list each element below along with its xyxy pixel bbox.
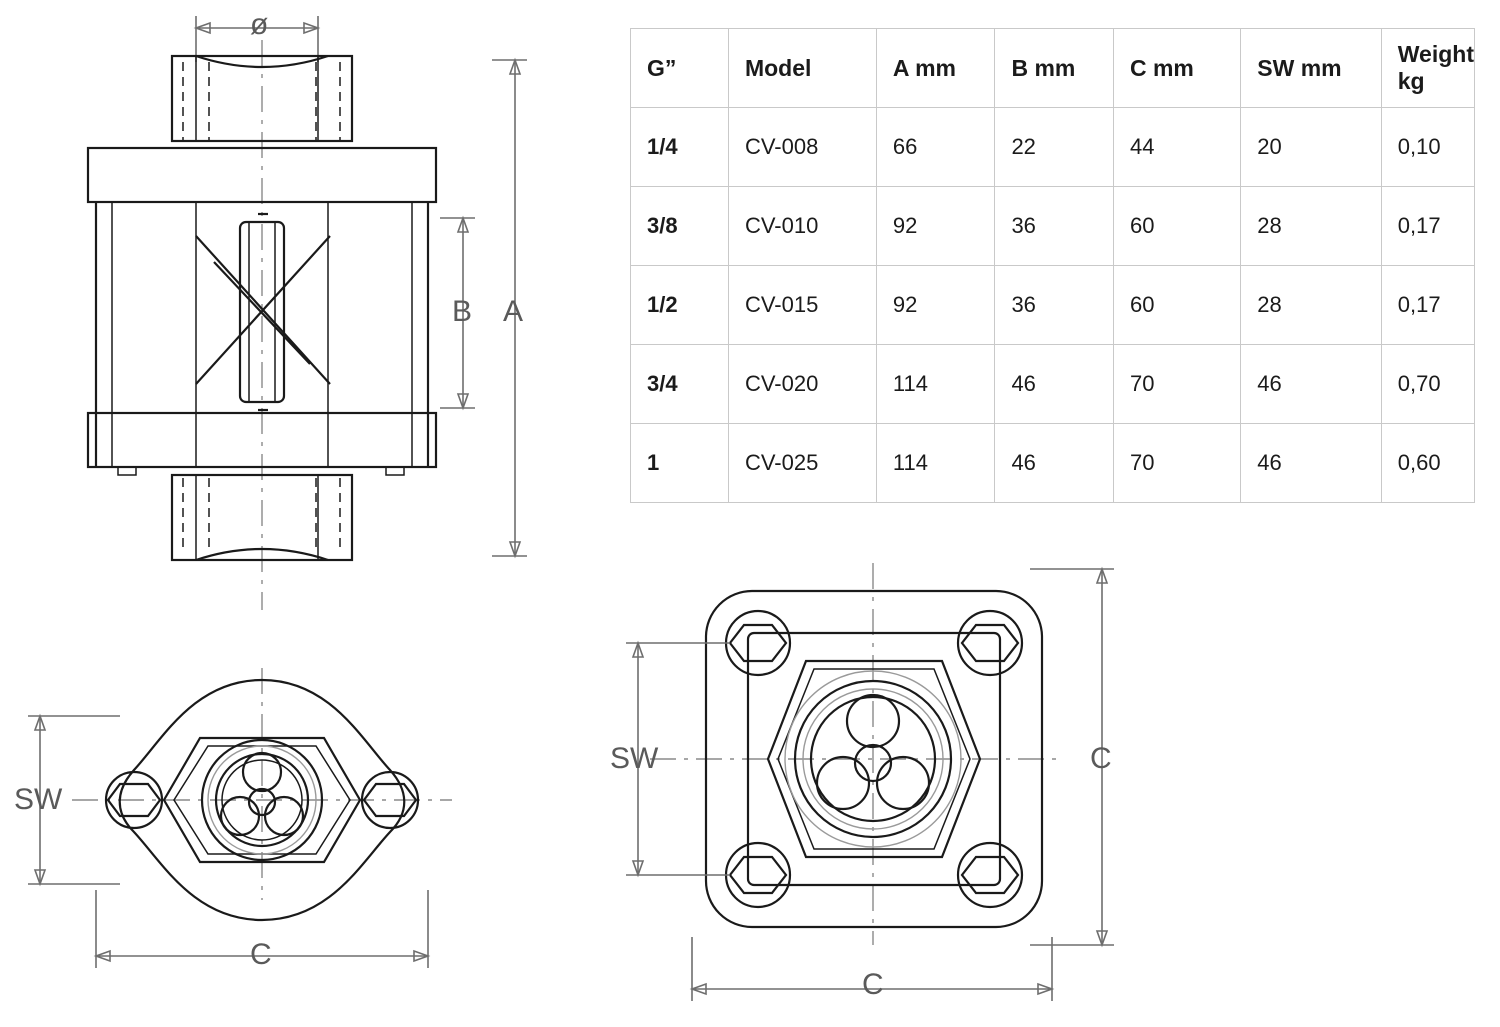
bolt-circle-br xyxy=(958,843,1022,907)
label-sw-left-view: SW xyxy=(14,783,63,816)
cell-a: 92 xyxy=(876,266,995,345)
bolt-circle-bl xyxy=(726,843,790,907)
cell-g: 1/2 xyxy=(631,266,729,345)
cell-model: CV-020 xyxy=(728,345,876,424)
table-row xyxy=(631,266,1475,345)
cell-g: 1 xyxy=(631,424,729,503)
rotor-lobe-right-right xyxy=(877,757,929,809)
screw-right xyxy=(386,467,404,475)
bottom-view-right-drawing xyxy=(590,555,1150,1025)
col-header-sw: SW mm xyxy=(1241,29,1382,108)
cell-b: 46 xyxy=(995,424,1114,503)
table-row xyxy=(631,108,1475,187)
cell-sw: 28 xyxy=(1241,187,1382,266)
label-sw-right-view: SW xyxy=(610,742,659,775)
col-header-a: A mm xyxy=(876,29,995,108)
cell-g: 3/4 xyxy=(631,345,729,424)
cell-weight: 0,17 xyxy=(1381,187,1474,266)
col-header-model: Model xyxy=(728,29,876,108)
cell-c: 70 xyxy=(1113,345,1240,424)
cell-weight: 0,60 xyxy=(1381,424,1474,503)
cell-weight: 0,70 xyxy=(1381,345,1474,424)
bolt-hex-bl xyxy=(730,857,786,893)
cell-a: 66 xyxy=(876,108,995,187)
cell-sw: 28 xyxy=(1241,266,1382,345)
label-dim-b: B xyxy=(452,295,473,328)
cell-b: 36 xyxy=(995,266,1114,345)
cell-model: CV-010 xyxy=(728,187,876,266)
rotor-lobe-right xyxy=(265,797,303,835)
bolt-circle-tl xyxy=(726,611,790,675)
cell-sw: 20 xyxy=(1241,108,1382,187)
cell-weight: 0,17 xyxy=(1381,266,1474,345)
rotor-lobe-left-right xyxy=(817,757,869,809)
label-c-left-view: C xyxy=(250,938,272,971)
col-header-weight: Weight kg xyxy=(1381,29,1474,108)
cell-g: 1/4 xyxy=(631,108,729,187)
label-c-right-view: C xyxy=(1090,742,1112,775)
cell-sw: 46 xyxy=(1241,345,1382,424)
bolt-hex-tl xyxy=(730,625,786,661)
spec-table xyxy=(630,28,1475,503)
cell-b: 36 xyxy=(995,187,1114,266)
bolt-hex-br xyxy=(962,857,1018,893)
bolt-circle-tr xyxy=(958,611,1022,675)
col-header-g: G” xyxy=(631,29,729,108)
table-row xyxy=(631,424,1475,503)
label-c-bottom-right-view: C xyxy=(862,968,884,1001)
table-row xyxy=(631,187,1475,266)
cell-c: 60 xyxy=(1113,187,1240,266)
cell-b: 22 xyxy=(995,108,1114,187)
cell-a: 114 xyxy=(876,424,995,503)
label-diameter: ø xyxy=(250,8,269,41)
cell-c: 70 xyxy=(1113,424,1240,503)
rotor-lobe-left xyxy=(221,797,259,835)
cell-b: 46 xyxy=(995,345,1114,424)
cell-c: 44 xyxy=(1113,108,1240,187)
bottom-view-left-drawing xyxy=(0,650,600,1010)
label-dim-a: A xyxy=(503,295,524,328)
cell-g: 3/8 xyxy=(631,187,729,266)
cell-c: 60 xyxy=(1113,266,1240,345)
bolt-hex-tr xyxy=(962,625,1018,661)
screw-left xyxy=(118,467,136,475)
table-header-row xyxy=(631,29,1475,108)
cell-sw: 46 xyxy=(1241,424,1382,503)
cell-a: 92 xyxy=(876,187,995,266)
cell-model: CV-025 xyxy=(728,424,876,503)
table-row xyxy=(631,345,1475,424)
cell-model: CV-008 xyxy=(728,108,876,187)
cell-a: 114 xyxy=(876,345,995,424)
cell-weight: 0,10 xyxy=(1381,108,1474,187)
col-header-b: B mm xyxy=(995,29,1114,108)
cell-model: CV-015 xyxy=(728,266,876,345)
col-header-c: C mm xyxy=(1113,29,1240,108)
